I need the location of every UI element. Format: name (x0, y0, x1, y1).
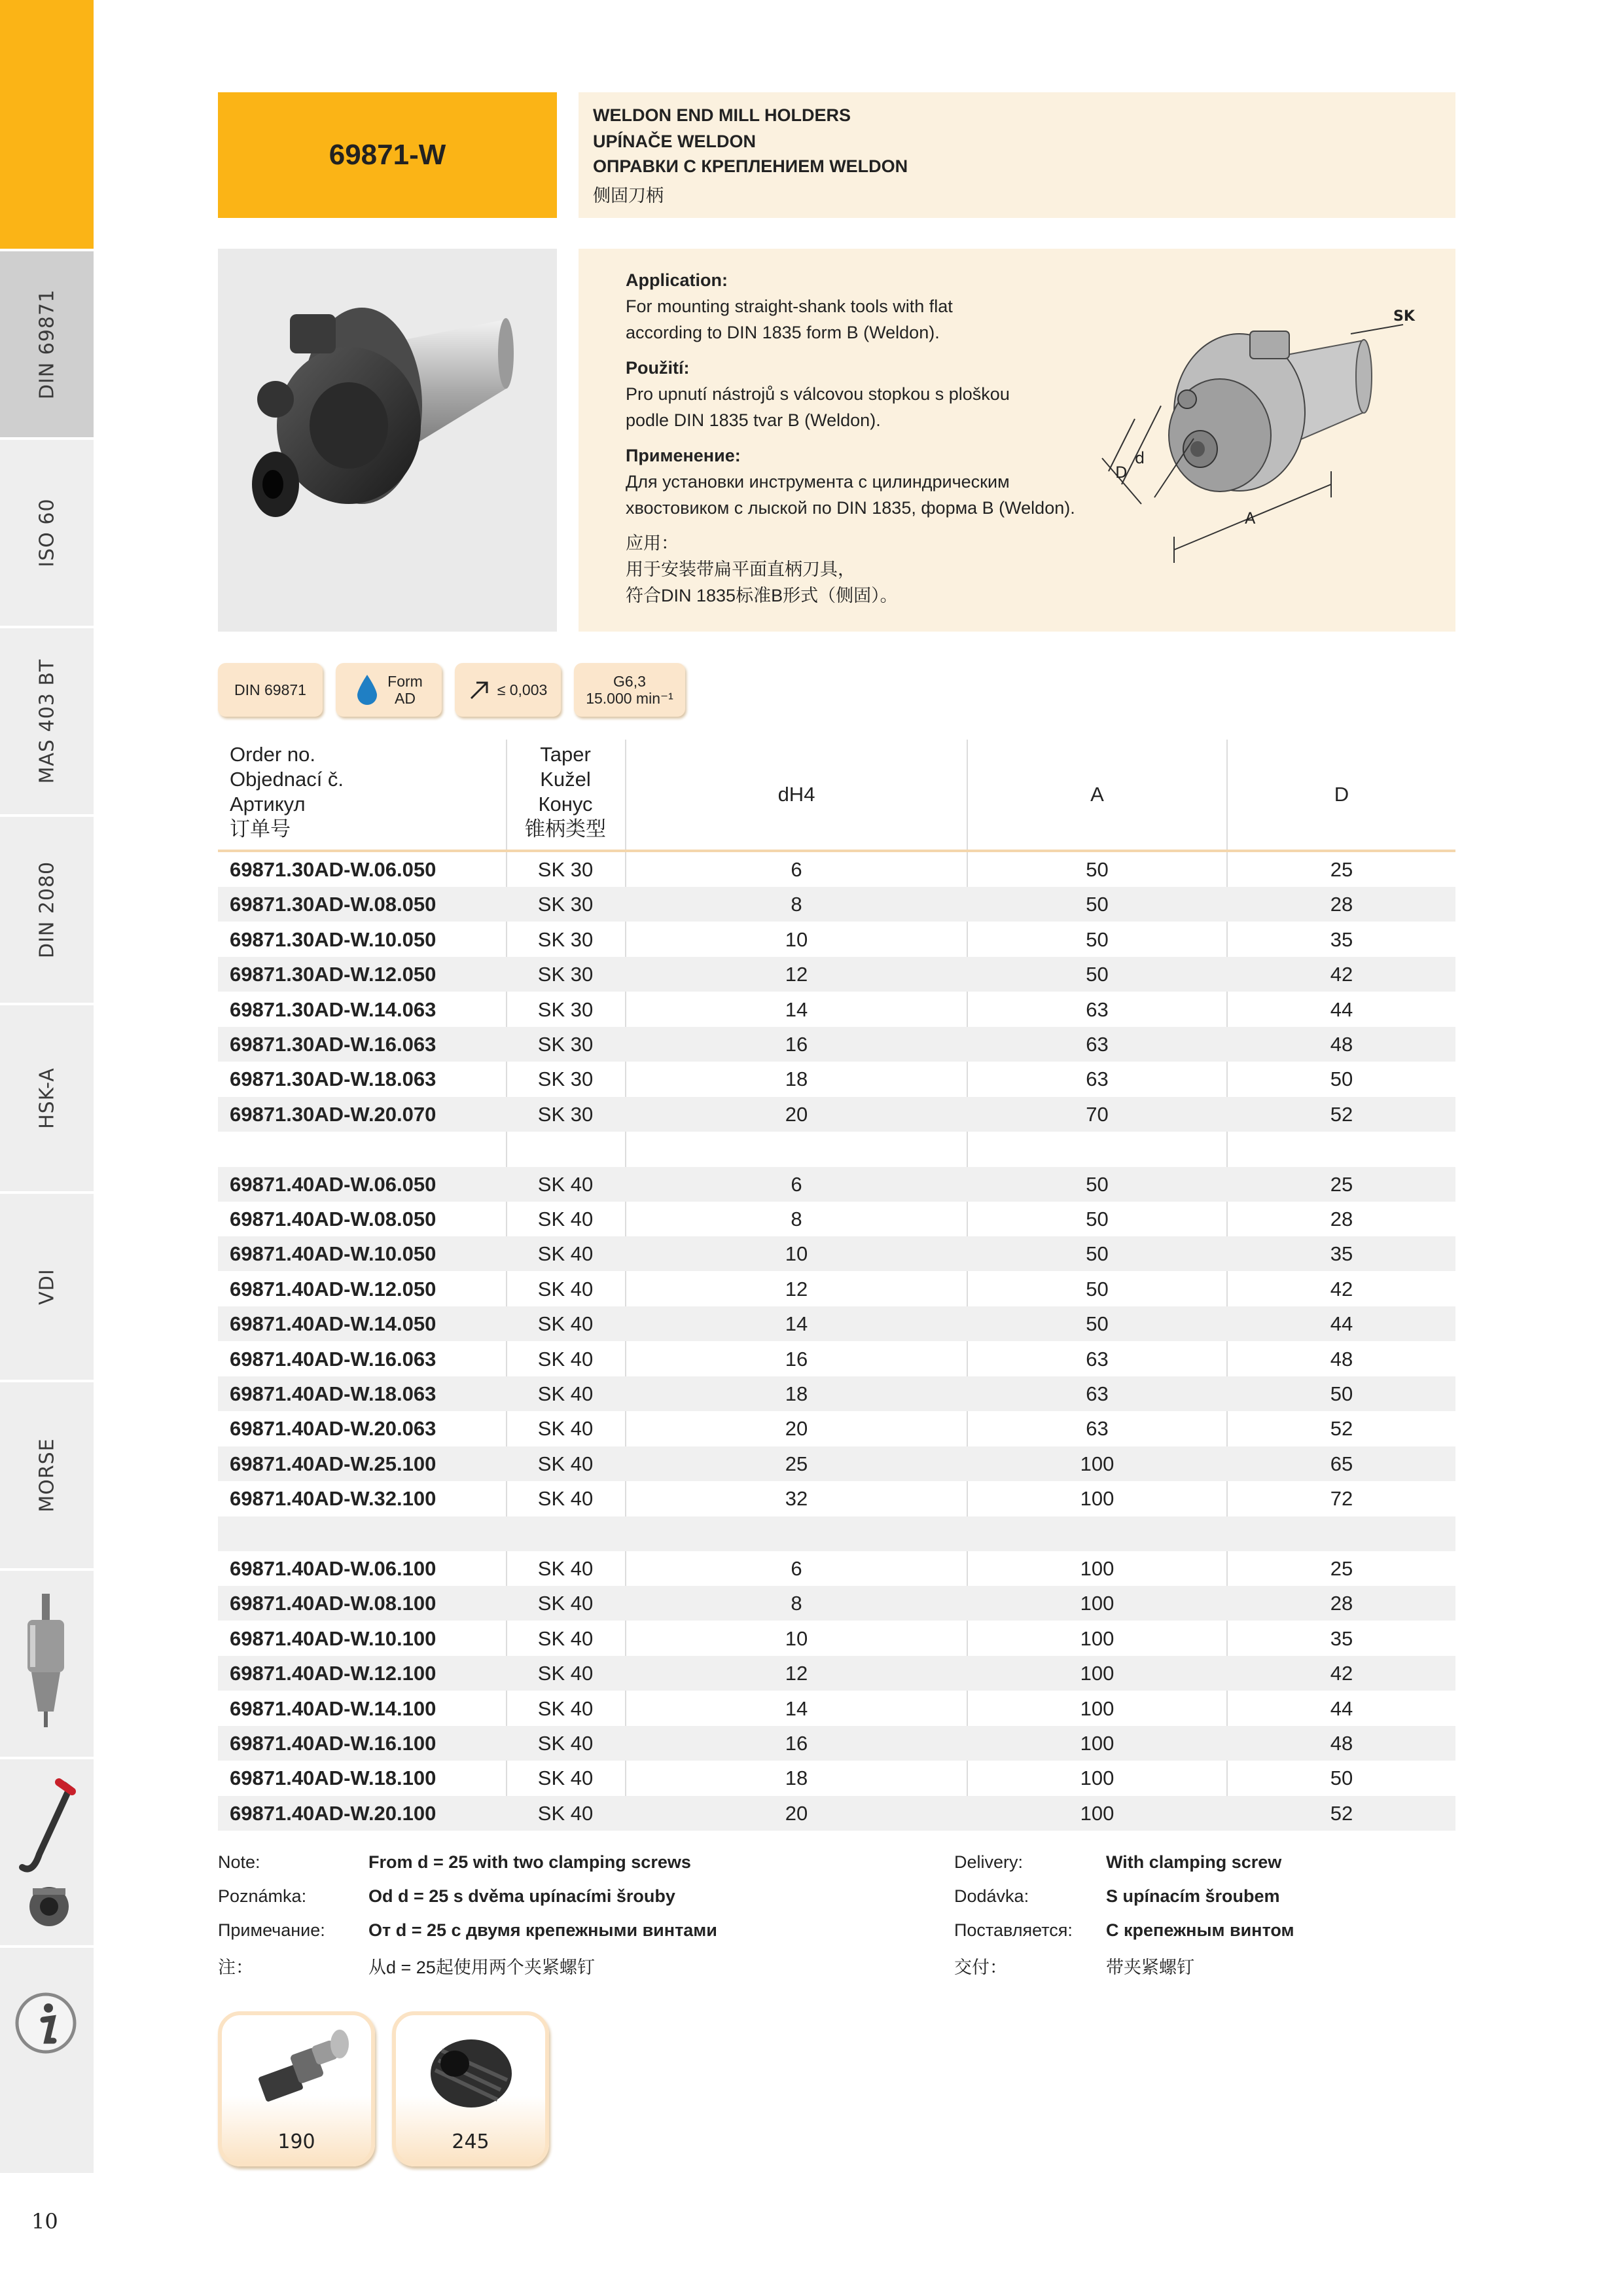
cell-d: 35 (1330, 927, 1353, 951)
cell-order-no: 69871.30AD-W.12.050 (230, 963, 437, 986)
badge-din (218, 663, 323, 717)
cell-d: 25 (1330, 1557, 1353, 1580)
header-line: 锥柄类型 (525, 817, 606, 840)
sidebar-tab-info[interactable] (0, 1945, 94, 2173)
cell-order-no: 69871.40AD-W.14.050 (230, 1312, 437, 1336)
title-cz: UPÍNAČE WELDON (593, 132, 756, 151)
cell-a: 100 (1080, 1487, 1115, 1511)
application-heading-en: Application: (626, 270, 728, 290)
badge-balance-line1: G6,3 (613, 673, 646, 690)
table-row (218, 1621, 1455, 1656)
table-row (218, 1411, 1455, 1446)
cell-a: 70 (1086, 1102, 1109, 1126)
cell-d: 35 (1330, 1242, 1353, 1266)
cell-taper: SK 40 (537, 1767, 594, 1790)
cell-d: 25 (1330, 1172, 1353, 1196)
cell-a: 50 (1086, 893, 1109, 916)
cell-dh4: 12 (785, 1662, 808, 1685)
sidebar-tab-din-69871[interactable] (0, 249, 94, 437)
header-line: 订单号 (230, 817, 291, 840)
application-line: Pro upnutí nástrojů s válcovou stopkou s ploškou (626, 384, 1010, 404)
sidebar-tab-label: VDI (35, 1268, 58, 1305)
column-header-d: D (1334, 783, 1349, 806)
application-line: 符合DIN 1835标准B形式（侧固）。 (626, 586, 898, 605)
cell-order-no: 69871.40AD-W.08.050 (230, 1208, 437, 1230)
cell-a: 63 (1086, 1382, 1109, 1405)
header-line: Order no. (230, 743, 315, 766)
cell-d: 48 (1330, 1347, 1353, 1371)
cell-taper: SK 40 (537, 1208, 594, 1230)
cell-d: 50 (1330, 1767, 1353, 1790)
cell-d: 52 (1330, 1417, 1353, 1441)
application-line: according to DIN 1835 form B (Weldon). (626, 323, 940, 342)
cell-d: 35 (1330, 1626, 1353, 1650)
cell-a: 100 (1080, 1801, 1115, 1825)
table-row (218, 1446, 1455, 1481)
table-row (218, 1062, 1455, 1096)
cell-a: 50 (1086, 858, 1109, 881)
cell-taper: SK 30 (537, 858, 594, 881)
sidebar-tab-din-2080[interactable] (0, 814, 94, 1003)
table-row (218, 1761, 1455, 1795)
cell-order-no: 69871.40AD-W.12.050 (230, 1277, 437, 1300)
cell-order-no: 69871.40AD-W.18.100 (230, 1767, 437, 1790)
cell-order-no: 69871.40AD-W.18.063 (230, 1382, 437, 1405)
cell-taper: SK 30 (537, 893, 594, 916)
cell-a: 50 (1086, 963, 1109, 986)
cell-d: 48 (1330, 1033, 1353, 1056)
cell-a: 100 (1080, 1626, 1115, 1650)
sidebar (0, 0, 94, 2173)
set-screw-icon (409, 2024, 533, 2123)
table-row (218, 1167, 1455, 1202)
cell-dh4: 16 (785, 1732, 808, 1755)
cell-order-no: 69871.30AD-W.18.063 (230, 1067, 437, 1091)
cell-dh4: 14 (785, 997, 808, 1021)
cell-taper: SK 40 (537, 1592, 594, 1615)
info-icon (13, 1987, 79, 2059)
sidebar-tab-label: HSK-A (35, 1067, 58, 1129)
dim-label-a: A (1245, 509, 1256, 528)
delivery-value: 带夹紧螺钉 (1106, 1958, 1194, 1977)
table-row (218, 1586, 1455, 1621)
product-code: 69871-W (218, 92, 557, 218)
cell-order-no: 69871.40AD-W.10.100 (230, 1626, 437, 1650)
accessory-number: 190 (277, 2130, 315, 2153)
cell-dh4: 32 (785, 1487, 808, 1511)
sidebar-tab-vdi[interactable] (0, 1191, 94, 1380)
cell-d: 28 (1330, 893, 1353, 916)
header-line: Kužel (540, 768, 591, 791)
cell-dh4: 14 (785, 1696, 808, 1720)
cell-taper: SK 40 (537, 1732, 594, 1755)
cell-d: 50 (1330, 1067, 1353, 1091)
cell-taper: SK 30 (537, 963, 594, 986)
cell-d: 25 (1330, 858, 1353, 881)
badge-balance-text (586, 673, 673, 707)
cell-d: 28 (1330, 1208, 1353, 1230)
note-label: Note: (218, 1852, 260, 1872)
cell-taper: SK 40 (537, 1347, 594, 1371)
cell-order-no: 69871.40AD-W.20.063 (230, 1417, 437, 1441)
delivery-value: With clamping screw (1106, 1852, 1282, 1872)
header-line: Taper (540, 743, 591, 766)
cell-a: 50 (1086, 1312, 1109, 1336)
application-line: Для установки инструмента с цилиндрическим (626, 472, 1010, 492)
column-header-order (230, 742, 491, 852)
cell-taper: SK 40 (537, 1626, 594, 1650)
cell-a: 100 (1080, 1557, 1115, 1580)
cell-dh4: 8 (791, 1592, 802, 1615)
badge-form-line1: Form (387, 673, 423, 690)
title-cn: 侧固刀柄 (593, 186, 664, 206)
badge-form-line2: AD (395, 690, 416, 707)
cell-a: 63 (1086, 1347, 1109, 1371)
cell-taper: SK 40 (537, 1417, 594, 1441)
application-line: хвостовиком с лыской по DIN 1835, форма B (Weldon). (626, 498, 1075, 518)
cell-d: 50 (1330, 1382, 1353, 1405)
group-spacer (218, 1516, 1455, 1551)
cell-taper: SK 30 (537, 927, 594, 951)
table-row (218, 1097, 1455, 1132)
cell-dh4: 10 (785, 1626, 808, 1650)
table-row (218, 1027, 1455, 1062)
table-row (218, 1656, 1455, 1691)
delivery-label: 交付： (954, 1958, 1007, 1977)
cell-d: 44 (1330, 1696, 1353, 1720)
cell-dh4: 10 (785, 927, 808, 951)
note-label: 注： (218, 1958, 253, 1977)
cell-dh4: 18 (785, 1767, 808, 1790)
cell-dh4: 12 (785, 1277, 808, 1300)
cell-dh4: 8 (791, 893, 802, 916)
cell-order-no: 69871.40AD-W.06.050 (230, 1172, 437, 1196)
table-row (218, 1272, 1455, 1306)
cell-taper: SK 40 (537, 1801, 594, 1825)
cell-order-no: 69871.30AD-W.16.063 (230, 1033, 437, 1056)
cell-dh4: 6 (791, 1172, 802, 1196)
cell-order-no: 69871.30AD-W.06.050 (230, 858, 437, 881)
badge-balance-line2: 15.000 min⁻¹ (586, 690, 673, 707)
table-row (218, 852, 1455, 887)
dim-label-d-small: d (1135, 449, 1145, 467)
sidebar-tab-hsk-a[interactable] (0, 1003, 94, 1191)
cell-d: 52 (1330, 1102, 1353, 1126)
column-header-dh4: dH4 (777, 783, 815, 806)
cell-d: 44 (1330, 997, 1353, 1021)
badge-balance (574, 663, 685, 717)
table-row (218, 1726, 1455, 1761)
cell-taper: SK 30 (537, 1102, 594, 1126)
cell-order-no: 69871.30AD-W.08.050 (230, 893, 437, 916)
cell-taper: SK 30 (537, 997, 594, 1021)
sidebar-tab-label: MORSE (35, 1438, 58, 1513)
cell-taper: SK 30 (537, 1067, 594, 1091)
sidebar-tab-label: MAS 403 BT (35, 658, 58, 784)
cell-dh4: 18 (785, 1067, 808, 1091)
application-line: podle DIN 1835 tvar B (Weldon). (626, 410, 881, 430)
sidebar-tab-label: ISO 60 (35, 498, 58, 567)
table-row (218, 1481, 1455, 1516)
delivery-label: Dodávka: (954, 1886, 1029, 1906)
cell-order-no: 69871.40AD-W.06.100 (230, 1557, 437, 1580)
cell-dh4: 18 (785, 1382, 808, 1405)
table-row (218, 1691, 1455, 1726)
cell-dh4: 25 (785, 1452, 808, 1475)
note-label: Poznámka: (218, 1886, 307, 1906)
table-row (218, 1796, 1455, 1831)
tool-holder-image (218, 249, 557, 632)
application-line: For mounting straight-shank tools with flat (626, 296, 953, 316)
header-line: Objednací č. (230, 768, 344, 791)
sidebar-tab-drill-chucks[interactable] (0, 1568, 94, 1757)
delivery-label: Delivery: (954, 1852, 1024, 1872)
application-heading-ru: Применение: (626, 446, 741, 465)
table-row (218, 887, 1455, 922)
cell-d: 72 (1330, 1487, 1353, 1511)
accessory-card-245[interactable] (392, 2011, 549, 2166)
cell-taper: SK 40 (537, 1312, 594, 1336)
table-row (218, 1551, 1455, 1586)
sidebar-tab-label: DIN 2080 (35, 861, 58, 959)
application-panel (579, 249, 1455, 632)
cell-dh4: 16 (785, 1033, 808, 1056)
page-number: 10 (31, 2209, 58, 2234)
table-row (218, 922, 1455, 957)
cell-taper: SK 40 (537, 1452, 594, 1475)
cell-dh4: 6 (791, 858, 802, 881)
sidebar-tab-mas-403-bt[interactable] (0, 626, 94, 814)
coolant-drop-icon (355, 673, 380, 706)
cell-d: 65 (1330, 1452, 1353, 1475)
cell-a: 50 (1086, 927, 1109, 951)
cell-dh4: 20 (785, 1801, 808, 1825)
cell-order-no: 69871.40AD-W.10.050 (230, 1242, 437, 1266)
column-header-a: A (1090, 783, 1104, 806)
badge-runout (455, 663, 561, 717)
cell-a: 100 (1080, 1696, 1115, 1720)
cell-taper: SK 30 (537, 1033, 594, 1056)
cell-taper: SK 40 (537, 1696, 594, 1720)
table-row (218, 992, 1455, 1027)
sidebar-tab-label: DIN 69871 (35, 289, 58, 400)
cell-dh4: 8 (791, 1208, 802, 1230)
cell-taper: SK 40 (537, 1242, 594, 1266)
cell-d: 42 (1330, 1277, 1353, 1300)
cell-taper: SK 40 (537, 1487, 594, 1511)
cell-a: 100 (1080, 1662, 1115, 1685)
header-line: Конус (538, 793, 593, 816)
badge-form (336, 663, 442, 717)
drill-chuck-icon (13, 1587, 79, 1744)
cell-dh4: 20 (785, 1417, 808, 1441)
cell-dh4: 14 (785, 1312, 808, 1336)
application-text (626, 267, 1097, 609)
sidebar-tab-morse[interactable] (0, 1380, 94, 1568)
badge-runout-label: ≤ 0,003 (497, 681, 548, 698)
table-row (218, 1376, 1455, 1411)
delivery-value: С крепежным винтом (1106, 1920, 1294, 1940)
application-line: 用于安装带扁平面直柄刀具， (626, 560, 855, 579)
note-label: Примечание: (218, 1920, 325, 1940)
column-header-taper (507, 742, 624, 852)
application-heading-cz: Použití: (626, 358, 690, 378)
cell-a: 50 (1086, 1208, 1109, 1230)
cell-order-no: 69871.30AD-W.10.050 (230, 927, 437, 951)
table-row (218, 1306, 1455, 1341)
cell-dh4: 10 (785, 1242, 808, 1266)
badge-form-text (387, 673, 423, 707)
cell-dh4: 12 (785, 963, 808, 986)
retention-knob-icon (235, 2024, 359, 2123)
cell-a: 50 (1086, 1242, 1109, 1266)
title-ru: ОПРАВКИ С КРЕПЛЕНИЕМ WELDON (593, 156, 908, 176)
cell-order-no: 69871.40AD-W.14.100 (230, 1696, 437, 1720)
cell-d: 28 (1330, 1592, 1353, 1615)
note-value: From d = 25 with two clamping screws (368, 1852, 691, 1872)
cell-a: 63 (1086, 997, 1109, 1021)
sidebar-tab-iso-60[interactable] (0, 437, 94, 626)
cell-d: 52 (1330, 1801, 1353, 1825)
cell-a: 50 (1086, 1172, 1109, 1196)
header-line: Артикул (230, 793, 306, 816)
cell-order-no: 69871.40AD-W.16.063 (230, 1347, 437, 1371)
cell-order-no: 69871.40AD-W.32.100 (230, 1487, 437, 1511)
cell-taper: SK 40 (537, 1557, 594, 1580)
group-spacer (218, 1132, 1455, 1166)
cell-d: 48 (1330, 1732, 1353, 1755)
cell-order-no: 69871.40AD-W.25.100 (230, 1452, 437, 1475)
cell-a: 100 (1080, 1732, 1115, 1755)
cell-taper: SK 40 (537, 1172, 594, 1196)
cell-d: 42 (1330, 963, 1353, 986)
product-photo (218, 249, 557, 632)
wrench-nut-icon (13, 1776, 85, 1939)
cell-order-no: 69871.30AD-W.20.070 (230, 1102, 437, 1126)
delivery-value: S upínacím šroubem (1106, 1886, 1280, 1906)
delivery-label: Поставляется: (954, 1920, 1073, 1940)
cell-d: 44 (1330, 1312, 1353, 1336)
cell-order-no: 69871.40AD-W.16.100 (230, 1732, 437, 1755)
cell-a: 100 (1080, 1767, 1115, 1790)
sidebar-accent-bar (0, 0, 94, 249)
cell-dh4: 16 (785, 1347, 808, 1371)
cell-a: 63 (1086, 1033, 1109, 1056)
cell-dh4: 20 (785, 1102, 808, 1126)
runout-arrow-icon (469, 679, 491, 701)
title-en: WELDON END MILL HOLDERS (593, 105, 851, 125)
accessory-number: 245 (452, 2130, 490, 2153)
note-value: От d = 25 с двумя крепежными винтами (368, 1920, 717, 1940)
cell-dh4: 6 (791, 1557, 802, 1580)
cell-taper: SK 40 (537, 1662, 594, 1685)
table-row (218, 1236, 1455, 1271)
cell-a: 100 (1080, 1592, 1115, 1615)
note-value: 从d = 25起使用两个夹紧螺钉 (368, 1958, 595, 1977)
cell-a: 63 (1086, 1067, 1109, 1091)
cell-a: 50 (1086, 1277, 1109, 1300)
cell-d: 42 (1330, 1662, 1353, 1685)
cell-order-no: 69871.30AD-W.14.063 (230, 997, 437, 1021)
accessory-card-190[interactable] (218, 2011, 375, 2166)
cell-order-no: 69871.40AD-W.12.100 (230, 1662, 437, 1685)
technical-drawing (1096, 288, 1436, 602)
sidebar-tab-accessories[interactable] (0, 1757, 94, 1945)
cell-taper: SK 40 (537, 1382, 594, 1405)
cell-a: 63 (1086, 1417, 1109, 1441)
badge-din-label: DIN 69871 (234, 681, 306, 698)
product-titles (579, 92, 1455, 218)
cell-taper: SK 40 (537, 1277, 594, 1300)
cell-order-no: 69871.40AD-W.08.100 (230, 1592, 437, 1615)
cell-order-no: 69871.40AD-W.20.100 (230, 1801, 437, 1825)
dim-label-sk: SK (1393, 308, 1415, 325)
cell-a: 100 (1080, 1452, 1115, 1475)
table-row (218, 1342, 1455, 1376)
application-heading-cn: 应用： (626, 533, 679, 553)
table-row (218, 957, 1455, 992)
table-row (218, 1202, 1455, 1236)
note-value: Od d = 25 s dvěma upínacími šrouby (368, 1886, 675, 1906)
dim-label-d-big: D (1115, 463, 1128, 482)
